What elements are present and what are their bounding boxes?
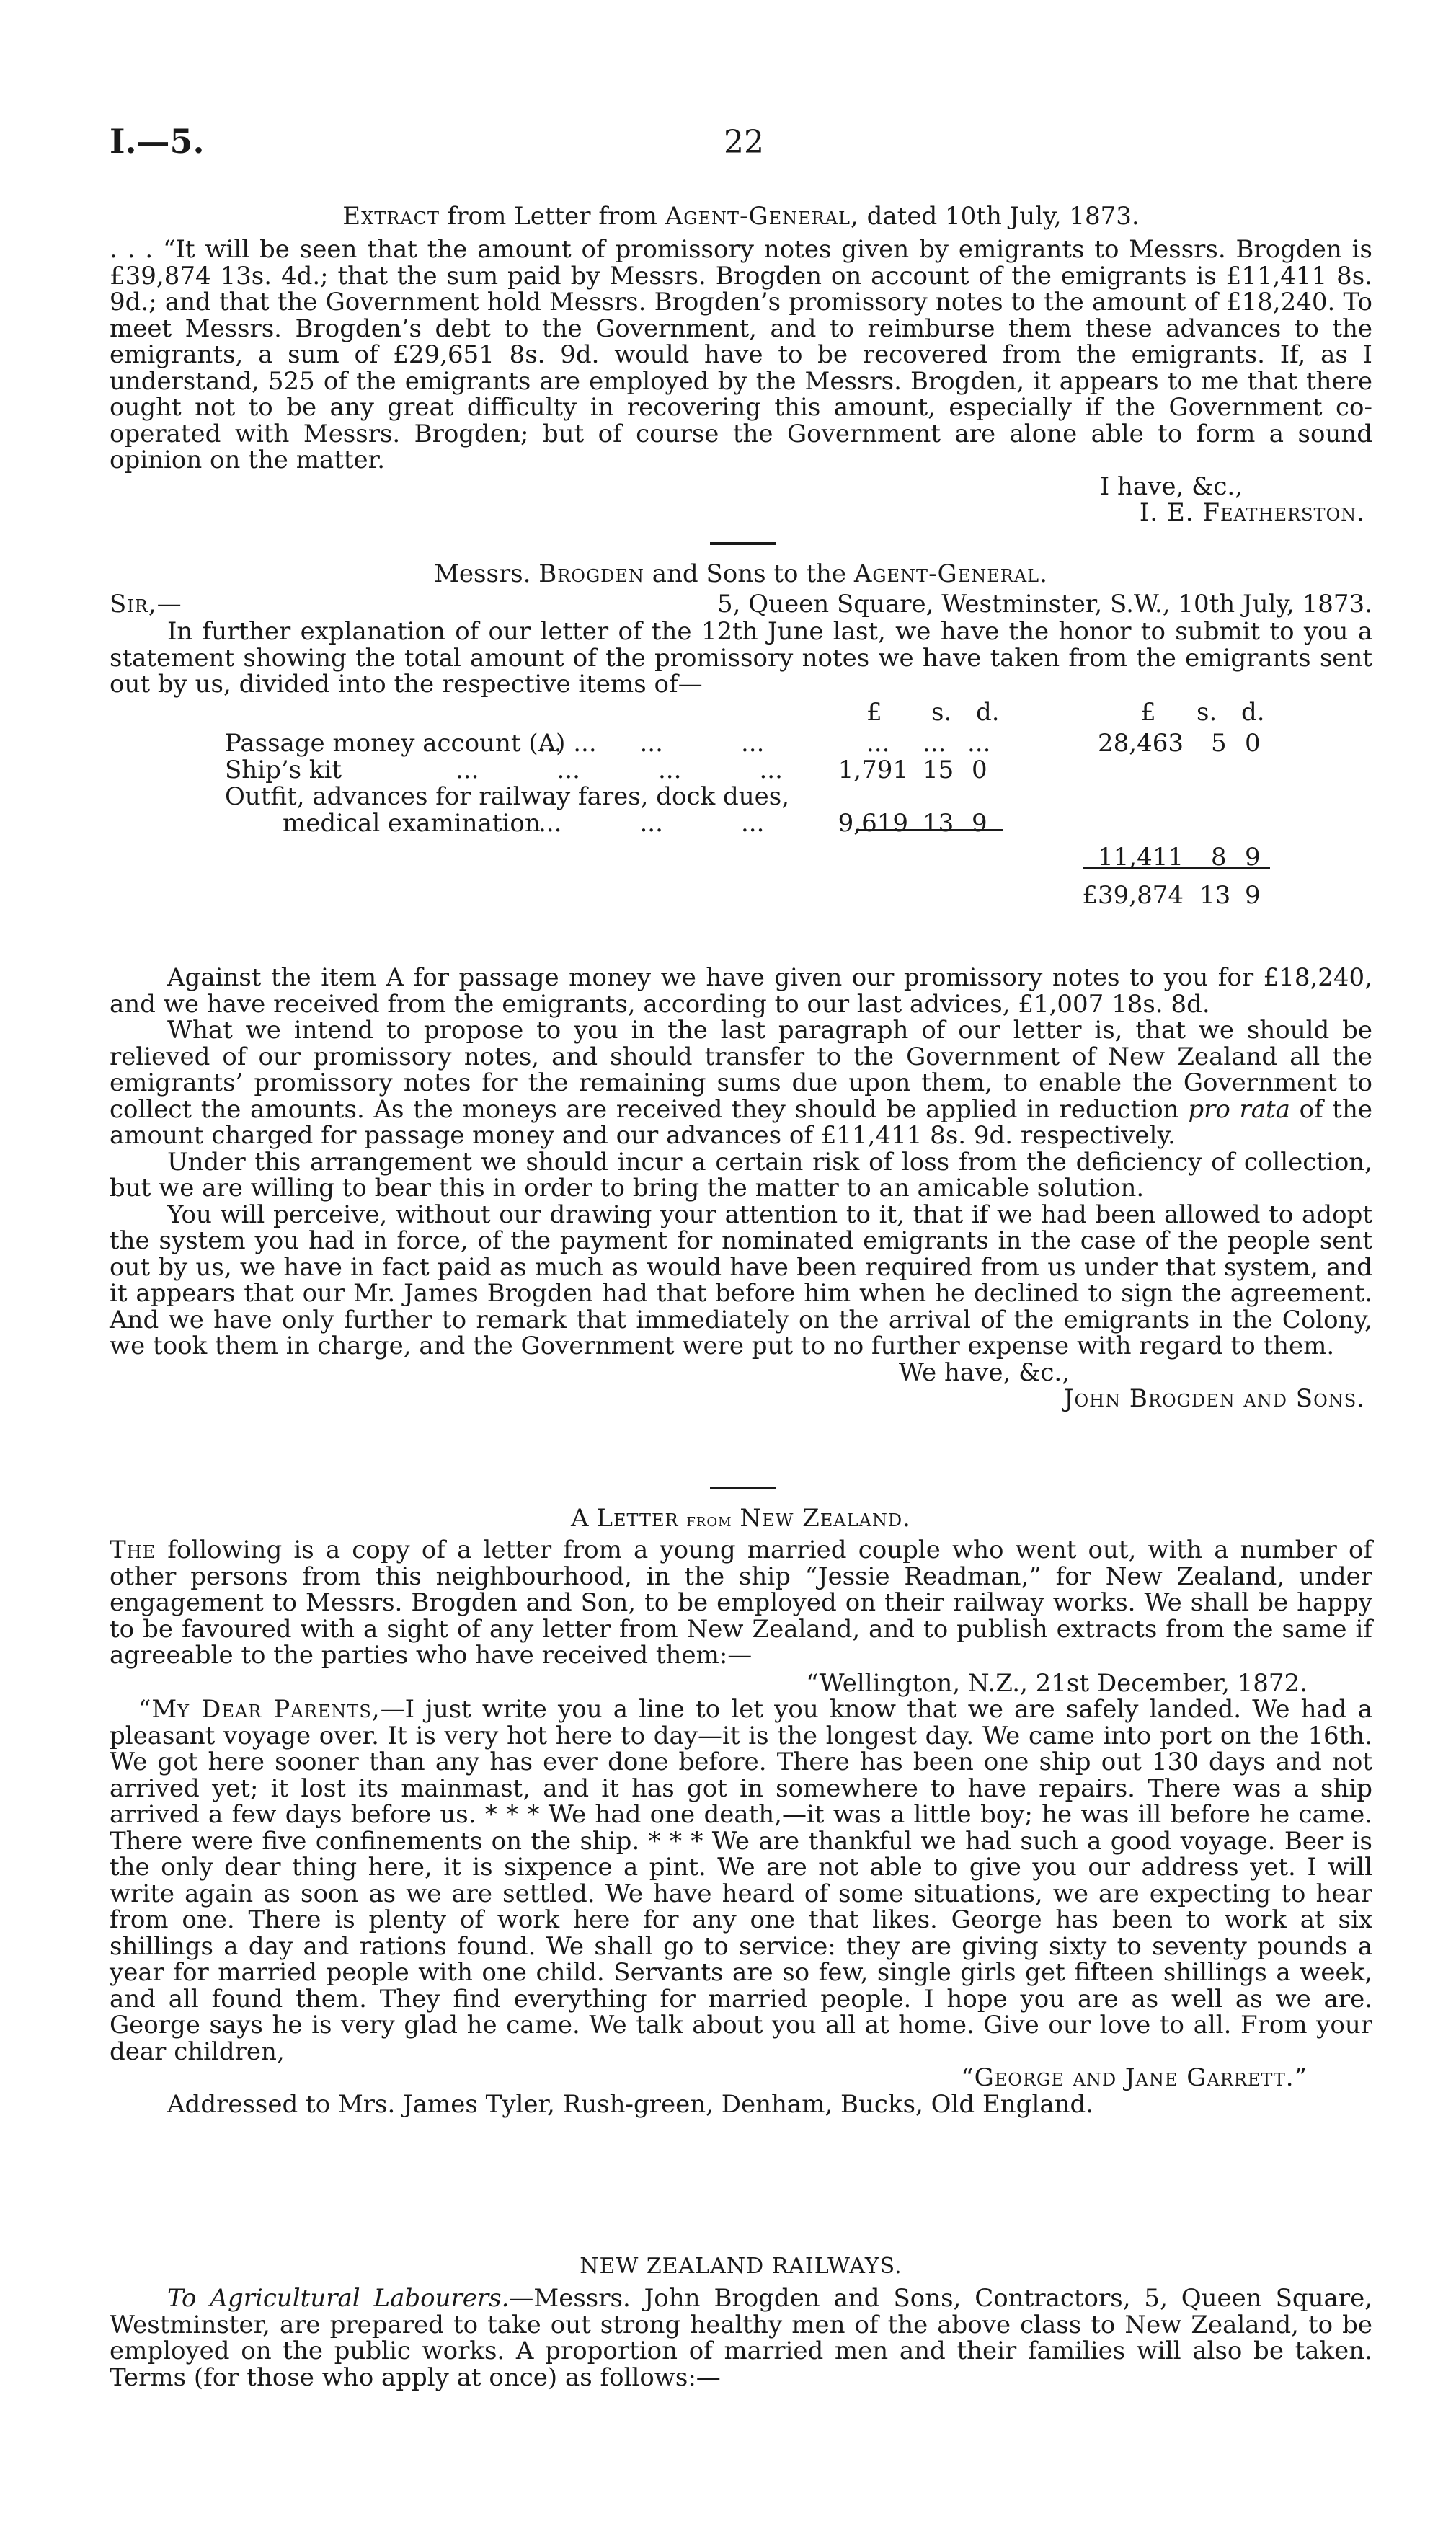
nz-intro-text: following is a copy of a letter from a young married couple who went out, with a number of other persons from this neighbourhood, in the ship “Jessie Readman,” for New Zealand, under engagement to Messrs. Brogden and Son, to be employed on their railway works. We shall be happy to be favoured with a sight of any letter from New Zealand, and to publish extracts from the same if agreeable to the parties who have received them:— bbox=[110, 1536, 1373, 1670]
nz-signature: “George and Jane Garrett.” bbox=[961, 2063, 1308, 2092]
railways-paragraph bbox=[110, 2285, 1372, 2391]
row-col1: 1,791 bbox=[838, 756, 908, 784]
row-label-text: Outfit, advances for railway fares, dock dues, bbox=[225, 782, 790, 811]
row-leader-dots: ... ... ... bbox=[538, 729, 765, 758]
header-shillings-1: s. bbox=[931, 698, 952, 727]
document-reference: I.—5. bbox=[110, 122, 205, 161]
row-label: Ship’s kit bbox=[225, 756, 342, 784]
subtotal-shillings: 8 bbox=[1211, 843, 1227, 872]
extract-signature: I. E. Featherston. bbox=[1139, 498, 1365, 527]
header-pounds-1: £ bbox=[866, 698, 882, 727]
extract-paragraph: . . . “It will be seen that the amount of promissory notes given by emigrants to Messrs. Brogden is £39,874 13s. 4d.; that the sum paid by Messrs. Brogden on account of the emigrants is £11,411 8s. 9d.; and that the Government hold Messrs. Brogden’s promissory notes to the amount of £18,240. To meet Messrs. Brogden’s debt to the Government, and to reimburse them these advances to the emigrants, a sum of £29,651 8s. 9d. would have to be recovered from the emigrants. If, as I understand, 525 of the emigrants are employed by the Messrs. Brogden, it appears to me that there ought not to be any great difficulty in recovering this amount, especially if the Government co-operated with Messrs. Brogden; but of course the Government are alone able to form a sound opinion on the matter. bbox=[110, 235, 1372, 474]
pro-rata-italic: pro rata bbox=[1188, 1094, 1290, 1124]
brogden-paragraph bbox=[110, 1017, 1372, 1149]
row-leader-dots: ... ... ... ... bbox=[456, 756, 783, 784]
brogden-paragraph-text: What we intend to propose to you in the last paragraph of our letter is, that we should be relieved of our promissory notes, and should transfer to the Government of New Zealand all the emigrants’ promissory notes for the remaining sums due upon them, to enable the Government to collect the amounts. As the moneys are received they should be applied in reduction bbox=[110, 1016, 1372, 1124]
extract-closing: I have, &c., bbox=[1099, 471, 1243, 501]
header-shillings-2: s. bbox=[1197, 698, 1217, 727]
row-col1: 9,619 bbox=[838, 809, 908, 838]
total-pounds: £39,874 bbox=[1082, 881, 1184, 910]
salutation: Sir,— bbox=[110, 590, 182, 619]
nz-title-place: New Zealand. bbox=[740, 1504, 911, 1533]
railways-title: NEW ZEALAND RAILWAYS. bbox=[580, 2254, 902, 2279]
nz-greeting: “My Dear Parents, bbox=[138, 1695, 381, 1724]
table-row bbox=[110, 784, 1372, 810]
brogden-title-messrs: Messrs. bbox=[434, 559, 531, 588]
row-label: medical examination bbox=[283, 809, 541, 838]
brogden-intro-text: In further explanation of our letter of the 12th June last, we have the honor to submit to you a statement showing the total amount of the promissory notes we have taken from the emigrants sent out by us, divided into the respective items of— bbox=[110, 617, 1372, 699]
section-divider bbox=[710, 542, 776, 545]
brogden-letter-title bbox=[110, 561, 1372, 588]
header-pence-2: d. bbox=[1241, 698, 1265, 727]
total-shillings: 13 bbox=[1199, 881, 1231, 910]
total-rule bbox=[1083, 867, 1270, 869]
brogden-title-sons: and Sons to the bbox=[652, 559, 846, 588]
extract-body bbox=[110, 236, 1372, 526]
row-col2: ... bbox=[923, 729, 946, 758]
brogden-paragraph-tail: of the amount charged for passage money and our advances of £11,411 8s. 9d. respectively. bbox=[110, 1094, 1372, 1150]
nz-body: —I just write you a line to let you know that we are safely landed. We had a pleasant voyage over. It is very hot here to day—it is the longest day. We came into port on the 16th. We got here sooner than any has ever done before. There has been one ship out 130 days and not arrived yet; it lost its mainmast, and it has got in somewhere to have repairs. There was a ship arrived a few days before us. * * * We had one death,—it was a little boy; he was ill before he came. There were five confinements on the ship. * * * We are thankful we had such a good voyage. Beer is the only dear thing here, it is sixpence a pint. We are not able to give you our address yet. I will write again as soon as we are settled. We have heard of some situations, we are expecting to hear from one. There is plenty of work here for any one that likes. George has been to work at six shillings a day and rations found. We shall go to service: they are giving sixty to seventy pounds a year for married people with one child. Servants are so few, single girls get fifteen shillings a week, and all found them. They find everything for married people. I hope you are as well as we are. George says he is very glad he came. We talk about you all at home. Give our love to all. From your dear children, bbox=[110, 1695, 1372, 2066]
nz-intro-the: The bbox=[110, 1536, 156, 1564]
nz-dateline: “Wellington, N.Z., 21st December, 1872. bbox=[806, 1668, 1308, 1698]
row-label bbox=[225, 784, 856, 810]
header-pence-1: d. bbox=[976, 698, 1000, 727]
brogden-paragraph: Under this arrangement we should incur a certain risk of loss from the deficiency of collection, but we are willing to bear this in order to bring the matter to an amicable solution. bbox=[110, 1147, 1372, 1203]
row-col3: ... bbox=[967, 729, 991, 758]
nz-addressed: Addressed to Mrs. James Tyler, Rush-green, Denham, Bucks, Old England. bbox=[167, 2089, 1094, 2119]
row-col1: ... bbox=[866, 729, 890, 758]
row-label: Passage money account (A) ... bbox=[225, 729, 597, 758]
table-header-row bbox=[110, 699, 1372, 726]
nz-letter-body bbox=[110, 1537, 1372, 2117]
railways-lead: To Agricultural Labourers. bbox=[167, 2284, 510, 2313]
brogden-closing: We have, &c., bbox=[898, 1357, 1070, 1387]
section-divider bbox=[710, 1487, 776, 1489]
table-row bbox=[110, 810, 1372, 837]
extract-title-prefix: Extract bbox=[342, 202, 440, 231]
brogden-body bbox=[110, 965, 1372, 1412]
row-col5: 5 bbox=[1211, 729, 1227, 758]
subtotal-pounds: 11,411 bbox=[1098, 843, 1184, 872]
row-col6: 0 bbox=[1245, 729, 1261, 758]
extract-title bbox=[110, 203, 1372, 230]
extract-title-date: dated 10th July, 1873. bbox=[866, 202, 1140, 231]
extract-title-from: from Letter from bbox=[447, 202, 657, 231]
row-col4: 28,463 bbox=[1098, 729, 1184, 758]
subtotal-rule bbox=[856, 829, 1003, 831]
row-col2: 15 bbox=[923, 756, 954, 784]
row-col3: 0 bbox=[972, 756, 987, 784]
total-row bbox=[110, 882, 1372, 909]
brogden-letter-head bbox=[110, 591, 1372, 618]
extract-title-sender: Agent-General, bbox=[665, 202, 859, 231]
page-number: 22 bbox=[724, 124, 764, 161]
brogden-intro bbox=[110, 619, 1372, 698]
header-pounds-2: £ bbox=[1140, 698, 1156, 727]
total-pence: 9 bbox=[1245, 881, 1261, 910]
nz-letter-text bbox=[110, 1696, 1372, 2065]
nz-title-a: A bbox=[571, 1504, 589, 1533]
nz-title-letter: Letter bbox=[596, 1504, 679, 1533]
table-row bbox=[110, 730, 1372, 757]
statement-table bbox=[110, 699, 1372, 909]
subtotal-pence: 9 bbox=[1245, 843, 1261, 872]
row-leader-dots: ... ... ... bbox=[538, 809, 765, 838]
nz-intro bbox=[110, 1537, 1372, 1669]
brogden-title-recipient: Agent-General. bbox=[853, 559, 1048, 588]
sender-address: 5, Queen Square, Westminster, S.W., 10th July, 1873. bbox=[717, 590, 1372, 619]
brogden-paragraph: Against the item A for passage money we have given our promissory notes to you for £18,240, and we have received from the emigrants, according to our last advices, £1,007 18s. 8d. bbox=[110, 963, 1372, 1019]
brogden-signature: John Brogden and Sons. bbox=[1063, 1384, 1365, 1413]
brogden-title-name: Brogden bbox=[538, 559, 644, 588]
nz-letter-title bbox=[110, 1505, 1372, 1534]
railways-body bbox=[110, 2285, 1372, 2391]
row-col2: 13 bbox=[923, 809, 954, 838]
railways-text: —Messrs. John Brogden and Sons, Contractors, 5, Queen Square, Westminster, are prepared to take out strong healthy men of the above class to New Zealand, to be employed on the public works. A proportion of married men and their families will also be taken. Terms (for those who apply at once) as follows:— bbox=[110, 2284, 1373, 2392]
table-row bbox=[110, 757, 1372, 784]
brogden-paragraph: You will perceive, without our drawing your attention to it, that if we had been allowed to adopt the system you had in force, of the payment for nominated emigrants in the case of the people sent out by us, we have in fact paid as much as would have been required from us under that system, and it appears that our Mr. James Brogden had that before him when he declined to sign the agreement. And we have only further to remark that immediately on the arrival of the emigrants in the Colony, we took them in charge, and the Government were put to no further expense with regard to them. bbox=[110, 1200, 1372, 1360]
row-col3: 9 bbox=[972, 809, 987, 838]
nz-title-from: from bbox=[686, 1510, 732, 1531]
